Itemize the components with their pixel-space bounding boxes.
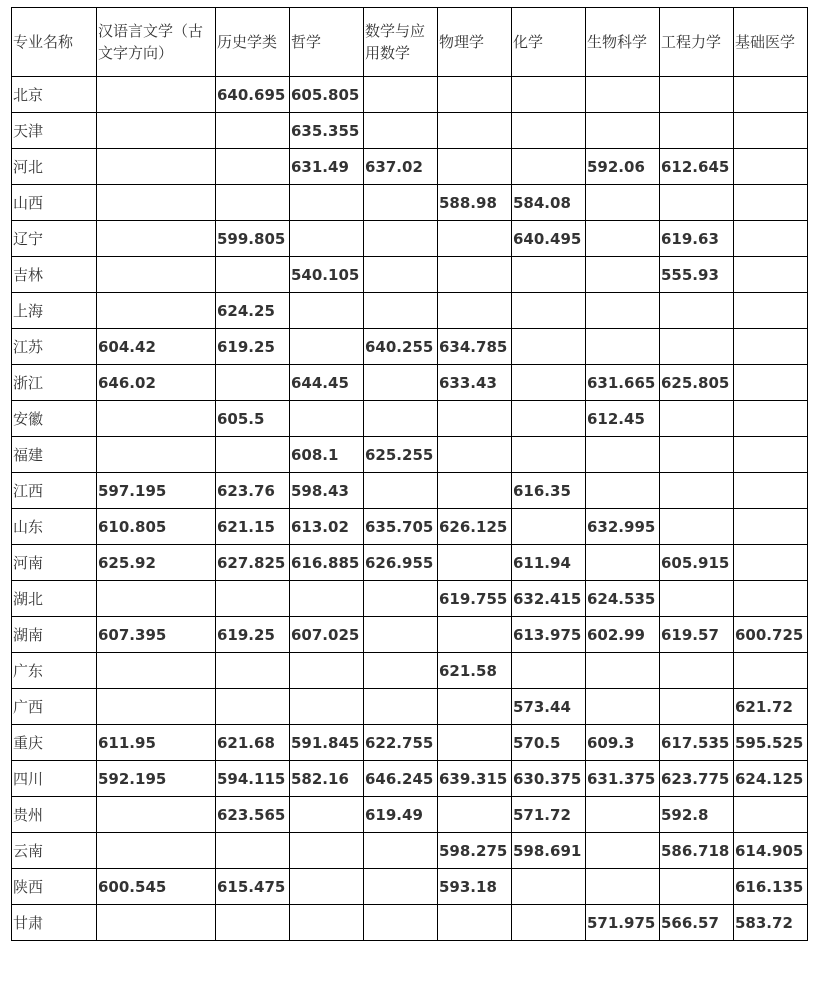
score-cell — [364, 401, 438, 437]
score-cell: 632.995 — [586, 509, 660, 545]
province-cell: 江苏 — [12, 329, 97, 365]
score-cell: 635.355 — [290, 113, 364, 149]
score-cell: 612.45 — [586, 401, 660, 437]
score-cell — [734, 257, 808, 293]
score-cell — [97, 221, 216, 257]
score-cell — [290, 581, 364, 617]
score-cell — [97, 833, 216, 869]
score-cell: 632.415 — [512, 581, 586, 617]
score-cell — [512, 653, 586, 689]
score-cell — [586, 329, 660, 365]
column-header: 生物科学 — [586, 8, 660, 77]
score-cell — [364, 221, 438, 257]
score-cell — [660, 185, 734, 221]
score-cell: 624.125 — [734, 761, 808, 797]
score-cell: 582.16 — [290, 761, 364, 797]
score-cell — [97, 689, 216, 725]
table-row — [12, 509, 808, 545]
score-cell — [512, 113, 586, 149]
score-cell: 621.58 — [438, 653, 512, 689]
score-cell: 614.905 — [734, 833, 808, 869]
table-row — [12, 257, 808, 293]
score-cell: 616.35 — [512, 473, 586, 509]
score-cell — [97, 905, 216, 941]
score-cell — [364, 581, 438, 617]
table-row — [12, 437, 808, 473]
score-cell — [438, 149, 512, 185]
score-cell — [216, 185, 290, 221]
column-header: 数学与应用数学 — [364, 8, 438, 77]
score-cell: 644.45 — [290, 365, 364, 401]
score-cell — [97, 653, 216, 689]
table-row — [12, 293, 808, 329]
score-cell — [512, 329, 586, 365]
score-cell — [586, 257, 660, 293]
score-cell: 626.125 — [438, 509, 512, 545]
table-row — [12, 149, 808, 185]
score-cell — [660, 77, 734, 113]
score-cell — [586, 869, 660, 905]
table-row — [12, 545, 808, 581]
score-cell: 612.645 — [660, 149, 734, 185]
score-cell: 622.755 — [364, 725, 438, 761]
province-cell: 安徽 — [12, 401, 97, 437]
score-cell: 609.3 — [586, 725, 660, 761]
score-cell — [734, 797, 808, 833]
score-cell — [734, 293, 808, 329]
score-cell — [512, 77, 586, 113]
score-cell: 646.245 — [364, 761, 438, 797]
score-cell: 571.975 — [586, 905, 660, 941]
score-cell — [586, 473, 660, 509]
score-cell — [734, 653, 808, 689]
score-cell: 592.06 — [586, 149, 660, 185]
column-header: 哲学 — [290, 8, 364, 77]
score-cell — [438, 905, 512, 941]
score-cell: 600.545 — [97, 869, 216, 905]
score-cell: 619.49 — [364, 797, 438, 833]
score-cell: 611.94 — [512, 545, 586, 581]
score-cell — [734, 329, 808, 365]
score-cell — [734, 545, 808, 581]
score-cell — [586, 77, 660, 113]
table-row — [12, 689, 808, 725]
score-cell — [216, 437, 290, 473]
province-cell: 贵州 — [12, 797, 97, 833]
score-cell — [734, 473, 808, 509]
score-cell: 540.105 — [290, 257, 364, 293]
score-cell: 631.375 — [586, 761, 660, 797]
score-cell: 623.76 — [216, 473, 290, 509]
score-cell — [660, 689, 734, 725]
score-cell: 625.805 — [660, 365, 734, 401]
province-cell: 辽宁 — [12, 221, 97, 257]
score-cell: 593.18 — [438, 869, 512, 905]
score-cell — [438, 113, 512, 149]
score-cell — [97, 293, 216, 329]
score-cell — [216, 257, 290, 293]
score-cell — [290, 653, 364, 689]
score-cell: 624.535 — [586, 581, 660, 617]
score-cell: 608.1 — [290, 437, 364, 473]
score-cell — [586, 221, 660, 257]
score-cell — [660, 869, 734, 905]
table-row — [12, 617, 808, 653]
score-cell: 619.755 — [438, 581, 512, 617]
score-cell — [734, 77, 808, 113]
score-cell: 597.195 — [97, 473, 216, 509]
province-cell: 浙江 — [12, 365, 97, 401]
score-cell — [438, 437, 512, 473]
score-cell — [438, 77, 512, 113]
score-cell: 598.691 — [512, 833, 586, 869]
score-cell — [364, 617, 438, 653]
province-cell: 陕西 — [12, 869, 97, 905]
score-cell — [660, 437, 734, 473]
score-cell — [734, 149, 808, 185]
score-cell — [97, 113, 216, 149]
province-cell: 上海 — [12, 293, 97, 329]
score-cell: 615.475 — [216, 869, 290, 905]
score-cell: 616.135 — [734, 869, 808, 905]
score-cell: 625.255 — [364, 437, 438, 473]
score-cell — [97, 77, 216, 113]
score-cell: 605.5 — [216, 401, 290, 437]
score-cell — [734, 185, 808, 221]
score-cell — [290, 329, 364, 365]
score-cell — [364, 689, 438, 725]
province-cell: 北京 — [12, 77, 97, 113]
score-cell — [97, 797, 216, 833]
score-cell: 616.885 — [290, 545, 364, 581]
score-cell: 613.975 — [512, 617, 586, 653]
column-header: 汉语言文学（古文字方向） — [97, 8, 216, 77]
province-cell: 江西 — [12, 473, 97, 509]
score-cell — [438, 725, 512, 761]
score-cell: 627.825 — [216, 545, 290, 581]
table-row — [12, 581, 808, 617]
province-cell: 广西 — [12, 689, 97, 725]
score-cell — [97, 257, 216, 293]
score-cell — [290, 689, 364, 725]
score-cell — [438, 545, 512, 581]
score-cell — [216, 905, 290, 941]
table-row — [12, 401, 808, 437]
score-cell — [364, 185, 438, 221]
score-cell: 566.57 — [660, 905, 734, 941]
score-cell — [734, 365, 808, 401]
score-cell — [290, 185, 364, 221]
score-cell — [660, 293, 734, 329]
score-cell — [438, 473, 512, 509]
score-cell: 602.99 — [586, 617, 660, 653]
column-header: 历史学类 — [216, 8, 290, 77]
score-cell — [512, 905, 586, 941]
province-cell: 甘肃 — [12, 905, 97, 941]
score-cell: 621.72 — [734, 689, 808, 725]
score-cell — [364, 905, 438, 941]
score-cell — [290, 905, 364, 941]
score-cell: 640.495 — [512, 221, 586, 257]
score-cell — [660, 401, 734, 437]
province-cell: 福建 — [12, 437, 97, 473]
score-cell: 621.15 — [216, 509, 290, 545]
score-cell: 604.42 — [97, 329, 216, 365]
score-cell: 594.115 — [216, 761, 290, 797]
score-cell: 607.395 — [97, 617, 216, 653]
score-cell — [97, 149, 216, 185]
score-cell — [512, 257, 586, 293]
province-cell: 湖北 — [12, 581, 97, 617]
score-cell: 555.93 — [660, 257, 734, 293]
score-cell — [512, 401, 586, 437]
score-cell: 646.02 — [97, 365, 216, 401]
score-cell — [216, 365, 290, 401]
score-cell — [734, 401, 808, 437]
score-cell — [97, 401, 216, 437]
table-row — [12, 761, 808, 797]
score-cell: 588.98 — [438, 185, 512, 221]
score-cell — [216, 689, 290, 725]
table-row — [12, 113, 808, 149]
score-cell — [512, 869, 586, 905]
score-cell: 635.705 — [364, 509, 438, 545]
score-cell — [586, 653, 660, 689]
score-cell: 619.63 — [660, 221, 734, 257]
score-cell: 631.665 — [586, 365, 660, 401]
score-cell — [660, 473, 734, 509]
score-cell: 617.535 — [660, 725, 734, 761]
province-cell: 四川 — [12, 761, 97, 797]
score-cell — [734, 437, 808, 473]
score-cell — [97, 437, 216, 473]
column-header: 物理学 — [438, 8, 512, 77]
score-cell: 583.72 — [734, 905, 808, 941]
score-cell — [216, 149, 290, 185]
score-cell — [438, 293, 512, 329]
score-cell: 625.92 — [97, 545, 216, 581]
score-cell: 610.805 — [97, 509, 216, 545]
score-cell — [438, 257, 512, 293]
table-row — [12, 473, 808, 509]
score-cell — [438, 221, 512, 257]
score-cell: 598.275 — [438, 833, 512, 869]
province-cell: 河北 — [12, 149, 97, 185]
score-cell — [364, 293, 438, 329]
column-header: 工程力学 — [660, 8, 734, 77]
score-cell — [438, 689, 512, 725]
score-cell — [660, 509, 734, 545]
score-cell: 599.805 — [216, 221, 290, 257]
score-cell — [364, 113, 438, 149]
score-cell: 607.025 — [290, 617, 364, 653]
table-row — [12, 869, 808, 905]
score-cell: 611.95 — [97, 725, 216, 761]
score-cell: 592.8 — [660, 797, 734, 833]
score-cell — [97, 581, 216, 617]
table-row — [12, 797, 808, 833]
province-cell: 天津 — [12, 113, 97, 149]
score-cell: 605.805 — [290, 77, 364, 113]
score-cell — [364, 869, 438, 905]
table-row — [12, 653, 808, 689]
score-cell: 619.25 — [216, 617, 290, 653]
score-cell — [364, 365, 438, 401]
score-cell — [734, 581, 808, 617]
score-cell — [734, 221, 808, 257]
score-cell: 623.565 — [216, 797, 290, 833]
score-cell — [290, 869, 364, 905]
score-cell — [290, 293, 364, 329]
score-cell — [660, 581, 734, 617]
score-cell — [438, 797, 512, 833]
score-cell — [512, 509, 586, 545]
province-cell: 山东 — [12, 509, 97, 545]
score-cell: 584.08 — [512, 185, 586, 221]
table-row — [12, 221, 808, 257]
score-cell: 605.915 — [660, 545, 734, 581]
score-cell: 640.695 — [216, 77, 290, 113]
score-cell: 634.785 — [438, 329, 512, 365]
score-cell: 600.725 — [734, 617, 808, 653]
score-cell — [586, 689, 660, 725]
table-row — [12, 185, 808, 221]
score-cell — [216, 833, 290, 869]
score-cell: 573.44 — [512, 689, 586, 725]
score-cell: 624.25 — [216, 293, 290, 329]
score-cell — [660, 329, 734, 365]
province-cell: 吉林 — [12, 257, 97, 293]
header-major-name: 专业名称 — [12, 8, 97, 77]
province-cell: 广东 — [12, 653, 97, 689]
score-cell — [364, 833, 438, 869]
score-cell — [512, 365, 586, 401]
score-cell — [290, 401, 364, 437]
province-cell: 河南 — [12, 545, 97, 581]
score-cell — [97, 185, 216, 221]
score-cell — [364, 653, 438, 689]
score-cell — [660, 113, 734, 149]
score-cell: 592.195 — [97, 761, 216, 797]
score-cell — [586, 113, 660, 149]
score-cell — [586, 437, 660, 473]
score-cell — [364, 77, 438, 113]
score-cell: 633.43 — [438, 365, 512, 401]
score-cell — [290, 221, 364, 257]
score-cell: 639.315 — [438, 761, 512, 797]
score-cell: 598.43 — [290, 473, 364, 509]
score-cell: 595.525 — [734, 725, 808, 761]
score-cell: 626.955 — [364, 545, 438, 581]
province-cell: 云南 — [12, 833, 97, 869]
score-cell — [216, 653, 290, 689]
table-row — [12, 365, 808, 401]
score-cell: 637.02 — [364, 149, 438, 185]
score-cell — [216, 581, 290, 617]
score-cell — [290, 797, 364, 833]
score-cell: 621.68 — [216, 725, 290, 761]
score-cell — [364, 473, 438, 509]
score-cell: 586.718 — [660, 833, 734, 869]
score-cell: 619.57 — [660, 617, 734, 653]
score-cell — [512, 437, 586, 473]
score-cell — [438, 617, 512, 653]
table-row — [12, 77, 808, 113]
score-cell — [438, 401, 512, 437]
score-cell: 640.255 — [364, 329, 438, 365]
score-cell — [586, 833, 660, 869]
table-row — [12, 725, 808, 761]
score-cell — [586, 185, 660, 221]
table-row — [12, 833, 808, 869]
score-cell — [586, 797, 660, 833]
table-row — [12, 905, 808, 941]
score-cell — [290, 833, 364, 869]
score-cell — [586, 545, 660, 581]
header-row — [12, 8, 808, 77]
score-cell: 613.02 — [290, 509, 364, 545]
score-cell: 570.5 — [512, 725, 586, 761]
score-cell — [734, 113, 808, 149]
column-header: 化学 — [512, 8, 586, 77]
score-cell: 631.49 — [290, 149, 364, 185]
score-cell: 623.775 — [660, 761, 734, 797]
score-cell — [364, 257, 438, 293]
score-cell: 630.375 — [512, 761, 586, 797]
score-cell: 591.845 — [290, 725, 364, 761]
score-cell — [512, 149, 586, 185]
score-table — [11, 7, 808, 941]
province-cell: 重庆 — [12, 725, 97, 761]
score-cell — [512, 293, 586, 329]
column-header: 基础医学 — [734, 8, 808, 77]
province-cell: 湖南 — [12, 617, 97, 653]
score-cell — [660, 653, 734, 689]
score-cell — [216, 113, 290, 149]
score-cell: 619.25 — [216, 329, 290, 365]
table-row — [12, 329, 808, 365]
score-cell — [734, 509, 808, 545]
score-cell — [586, 293, 660, 329]
province-cell: 山西 — [12, 185, 97, 221]
score-cell: 571.72 — [512, 797, 586, 833]
